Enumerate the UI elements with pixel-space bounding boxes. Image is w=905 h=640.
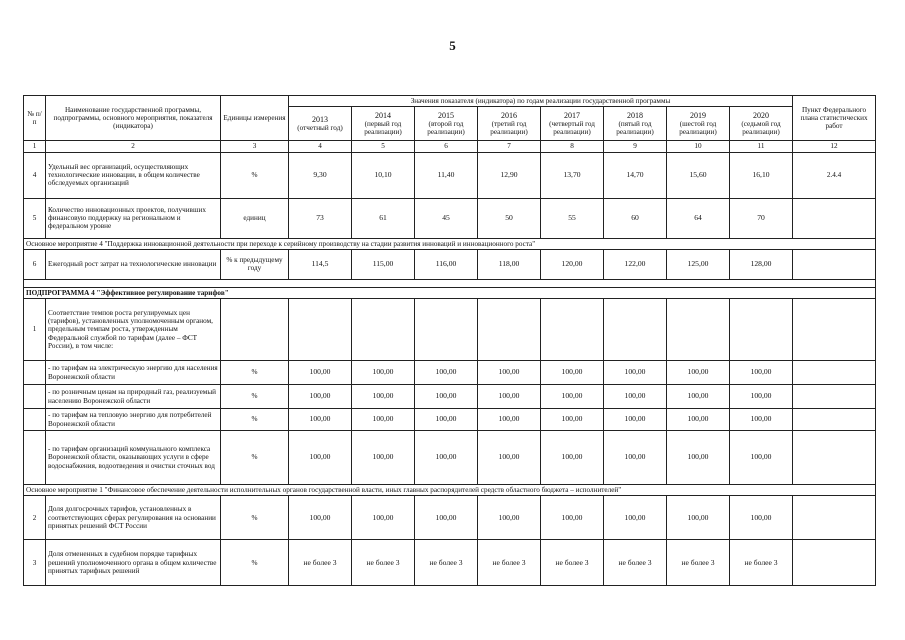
- row-name: - по тарифам на электрическую энергию для населения Воронежской области: [46, 361, 221, 385]
- row-value: 100,00: [478, 361, 541, 385]
- row-unit: %: [221, 361, 289, 385]
- row-fed-plan: [793, 540, 876, 586]
- header-year: [541, 107, 604, 141]
- row-value: не более 3: [541, 540, 604, 586]
- column-numbers-row: [24, 141, 876, 152]
- row-value: [289, 299, 352, 361]
- year-label: 2016: [501, 110, 517, 120]
- row-no: [24, 361, 46, 385]
- year-note: (первый год реализации): [364, 120, 402, 137]
- row-value: 73: [289, 198, 352, 238]
- row-value: 100,00: [541, 496, 604, 540]
- row-value: 100,00: [604, 409, 667, 431]
- year-label: 2018: [627, 110, 643, 120]
- row-no: 2: [24, 496, 46, 540]
- row-no: 6: [24, 249, 46, 279]
- row-value: 100,00: [667, 431, 730, 485]
- row-value: 16,10: [730, 152, 793, 198]
- column-number: 5: [352, 141, 415, 152]
- measure-row: [24, 485, 876, 496]
- row-value: 100,00: [667, 385, 730, 409]
- row-unit: %: [221, 385, 289, 409]
- row-value: 64: [667, 198, 730, 238]
- year-label: 2020: [753, 110, 769, 120]
- year-note: (четвертый год реализации): [549, 120, 595, 137]
- table-row: [24, 198, 876, 238]
- row-fed-plan: [793, 431, 876, 485]
- header-name: Наименование государственной программы, подпрограммы, основного мероприятия, показателя (индикатора): [46, 96, 221, 141]
- year-note: (пятый год реализации): [616, 120, 654, 137]
- row-no: 4: [24, 152, 46, 198]
- row-value: 100,00: [604, 431, 667, 485]
- row-value: 116,00: [415, 249, 478, 279]
- row-unit: [221, 299, 289, 361]
- row-value: 100,00: [667, 409, 730, 431]
- row-value: 120,00: [541, 249, 604, 279]
- row-value: 10,10: [352, 152, 415, 198]
- row-unit: единиц: [221, 198, 289, 238]
- row-value: 100,00: [604, 385, 667, 409]
- row-name: Количество инновационных проектов, получивших финансовую поддержку на региональном и федеральном уровне: [46, 198, 221, 238]
- row-unit: %: [221, 431, 289, 485]
- spacer-row: [24, 279, 876, 287]
- row-value: 50: [478, 198, 541, 238]
- row-value: 14,70: [604, 152, 667, 198]
- row-fed-plan: [793, 299, 876, 361]
- year-note: (седьмой год реализации): [741, 120, 781, 137]
- row-value: не более 3: [667, 540, 730, 586]
- row-value: [415, 299, 478, 361]
- column-number: 9: [604, 141, 667, 152]
- row-value: 100,00: [352, 431, 415, 485]
- row-fed-plan: [793, 361, 876, 385]
- row-value: 15,60: [667, 152, 730, 198]
- table-row: [24, 385, 876, 409]
- row-value: 100,00: [730, 361, 793, 385]
- table-row: [24, 152, 876, 198]
- row-value: 11,40: [415, 152, 478, 198]
- row-value: 100,00: [604, 361, 667, 385]
- row-value: [541, 299, 604, 361]
- row-value: 100,00: [289, 431, 352, 485]
- row-fed-plan: [793, 409, 876, 431]
- row-no: [24, 409, 46, 431]
- column-number: 1: [24, 141, 46, 152]
- row-value: 100,00: [352, 385, 415, 409]
- year-label: 2013: [312, 115, 328, 125]
- header-fed-plan: Пункт Федерального плана статистических работ: [793, 96, 876, 141]
- year-label: 2015: [438, 110, 454, 120]
- row-value: 45: [415, 198, 478, 238]
- row-value: [478, 299, 541, 361]
- row-value: 60: [604, 198, 667, 238]
- table-row: [24, 496, 876, 540]
- row-value: не более 3: [289, 540, 352, 586]
- header-year: [604, 107, 667, 141]
- row-name: Ежегодный рост затрат на технологические инновации: [46, 249, 221, 279]
- column-number: 11: [730, 141, 793, 152]
- header-row: [24, 96, 876, 107]
- year-note: (второй год реализации): [427, 120, 465, 137]
- row-value: 100,00: [730, 496, 793, 540]
- column-number: 3: [221, 141, 289, 152]
- row-unit: %: [221, 496, 289, 540]
- row-value: 100,00: [289, 385, 352, 409]
- row-name: Соответствие темпов роста регулируемых цен (тарифов), установленных уполномоченным органом, предельным темпам роста, утвержденным Федеральной службой по тарифам (далее – ФСТ России), в том числе:: [46, 299, 221, 361]
- column-number: 10: [667, 141, 730, 152]
- row-value: 100,00: [415, 496, 478, 540]
- row-name: - по тарифам на тепловую энергию для потребителей Воронежской области: [46, 409, 221, 431]
- row-fed-plan: 2.4.4: [793, 152, 876, 198]
- measure-1-title: Основное мероприятие 1 "Финансовое обеспечение деятельности исполнительных органов государственной власти, иных главных распорядителей средств областного бюджета – исполнителей": [24, 485, 876, 496]
- row-value: не более 3: [604, 540, 667, 586]
- row-value: 100,00: [667, 361, 730, 385]
- page-number: 5: [449, 38, 456, 53]
- row-name: Доля отмененных в судебном порядке тарифных решений уполномоченного органа в общем количестве принятых тарифных решений: [46, 540, 221, 586]
- measure-4-title: Основное мероприятие 4 "Поддержка инновационной деятельности при переходе к серийному производству на стадии развития инноваций и инновационного роста": [24, 238, 876, 249]
- row-value: 100,00: [604, 496, 667, 540]
- row-value: 100,00: [478, 496, 541, 540]
- row-value: 100,00: [478, 431, 541, 485]
- subprogram-row: [24, 287, 876, 298]
- year-note: (третий год реализации): [490, 120, 528, 137]
- row-value: 100,00: [289, 361, 352, 385]
- row-value: 100,00: [541, 409, 604, 431]
- header-year: [352, 107, 415, 141]
- header-year: [478, 107, 541, 141]
- row-value: 12,90: [478, 152, 541, 198]
- row-fed-plan: [793, 249, 876, 279]
- row-no: 3: [24, 540, 46, 586]
- row-name: Доля долгосрочных тарифов, установленных в соответствующих сферах регулирования на основании принятых решений ФСТ России: [46, 496, 221, 540]
- column-number: 7: [478, 141, 541, 152]
- row-value: 100,00: [415, 385, 478, 409]
- table-row: [24, 540, 876, 586]
- year-label: 2017: [564, 110, 580, 120]
- row-fed-plan: [793, 385, 876, 409]
- year-note: (шестой год реализации): [679, 120, 717, 137]
- row-value: 118,00: [478, 249, 541, 279]
- column-number: 6: [415, 141, 478, 152]
- row-no: 1: [24, 299, 46, 361]
- row-value: 100,00: [289, 409, 352, 431]
- header-year: [730, 107, 793, 141]
- year-label: 2014: [375, 110, 391, 120]
- row-value: 100,00: [478, 385, 541, 409]
- row-value: 13,70: [541, 152, 604, 198]
- header-values-group: Значения показателя (индикатора) по годам реализации государственной программы: [289, 96, 793, 107]
- row-value: 55: [541, 198, 604, 238]
- row-value: 100,00: [541, 361, 604, 385]
- column-number: 8: [541, 141, 604, 152]
- row-value: 100,00: [289, 496, 352, 540]
- row-no: [24, 385, 46, 409]
- row-name: - по розничным ценам на природный газ, реализуемый населению Воронежской области: [46, 385, 221, 409]
- column-number: 4: [289, 141, 352, 152]
- header-no: № п/п: [24, 96, 46, 141]
- header-year: [667, 107, 730, 141]
- row-value: 115,00: [352, 249, 415, 279]
- row-value: [604, 299, 667, 361]
- spacer: [24, 279, 876, 287]
- indicators-table: [23, 95, 876, 586]
- table-row: [24, 409, 876, 431]
- table-row: [24, 249, 876, 279]
- row-value: 100,00: [415, 409, 478, 431]
- row-value: не более 3: [352, 540, 415, 586]
- column-number: 2: [46, 141, 221, 152]
- row-value: 100,00: [352, 496, 415, 540]
- row-value: 122,00: [604, 249, 667, 279]
- header-year: [289, 107, 352, 141]
- row-unit: %: [221, 409, 289, 431]
- row-value: 100,00: [730, 431, 793, 485]
- row-value: 100,00: [352, 409, 415, 431]
- row-no: [24, 431, 46, 485]
- row-unit: % к предыдущему году: [221, 249, 289, 279]
- row-value: не более 3: [730, 540, 793, 586]
- row-fed-plan: [793, 198, 876, 238]
- year-label: 2019: [690, 110, 706, 120]
- header-year: [415, 107, 478, 141]
- row-value: не более 3: [478, 540, 541, 586]
- table-row: [24, 431, 876, 485]
- row-value: 100,00: [667, 496, 730, 540]
- row-value: 100,00: [415, 431, 478, 485]
- row-value: 100,00: [352, 361, 415, 385]
- table-row: [24, 361, 876, 385]
- column-number: 12: [793, 141, 876, 152]
- row-value: 125,00: [667, 249, 730, 279]
- row-value: 61: [352, 198, 415, 238]
- row-name: Удельный вес организаций, осуществляющих технологические инновации, в общем количестве обследуемых организаций: [46, 152, 221, 198]
- row-value: [352, 299, 415, 361]
- header-unit: Единицы измерения: [221, 96, 289, 141]
- row-value: 100,00: [478, 409, 541, 431]
- row-value: 100,00: [415, 361, 478, 385]
- row-value: 128,00: [730, 249, 793, 279]
- row-name: - по тарифам организаций коммунального комплекса Воронежской области, оказывающих услуги в сфере водоснабжения, водоотведения и очистки сточных вод: [46, 431, 221, 485]
- row-no: 5: [24, 198, 46, 238]
- row-value: 114,5: [289, 249, 352, 279]
- row-unit: %: [221, 152, 289, 198]
- row-fed-plan: [793, 496, 876, 540]
- row-value: [730, 299, 793, 361]
- subprogram-4-title: ПОДПРОГРАММА 4 "Эффективное регулирование тарифов": [24, 287, 876, 298]
- row-value: не более 3: [415, 540, 478, 586]
- row-unit: %: [221, 540, 289, 586]
- row-value: 100,00: [730, 409, 793, 431]
- table-row: [24, 299, 876, 361]
- row-value: 70: [730, 198, 793, 238]
- measure-row: [24, 238, 876, 249]
- row-value: 100,00: [541, 385, 604, 409]
- row-value: 100,00: [541, 431, 604, 485]
- row-value: 9,30: [289, 152, 352, 198]
- row-value: [667, 299, 730, 361]
- row-value: 100,00: [730, 385, 793, 409]
- year-note: (отчетный год): [297, 124, 343, 133]
